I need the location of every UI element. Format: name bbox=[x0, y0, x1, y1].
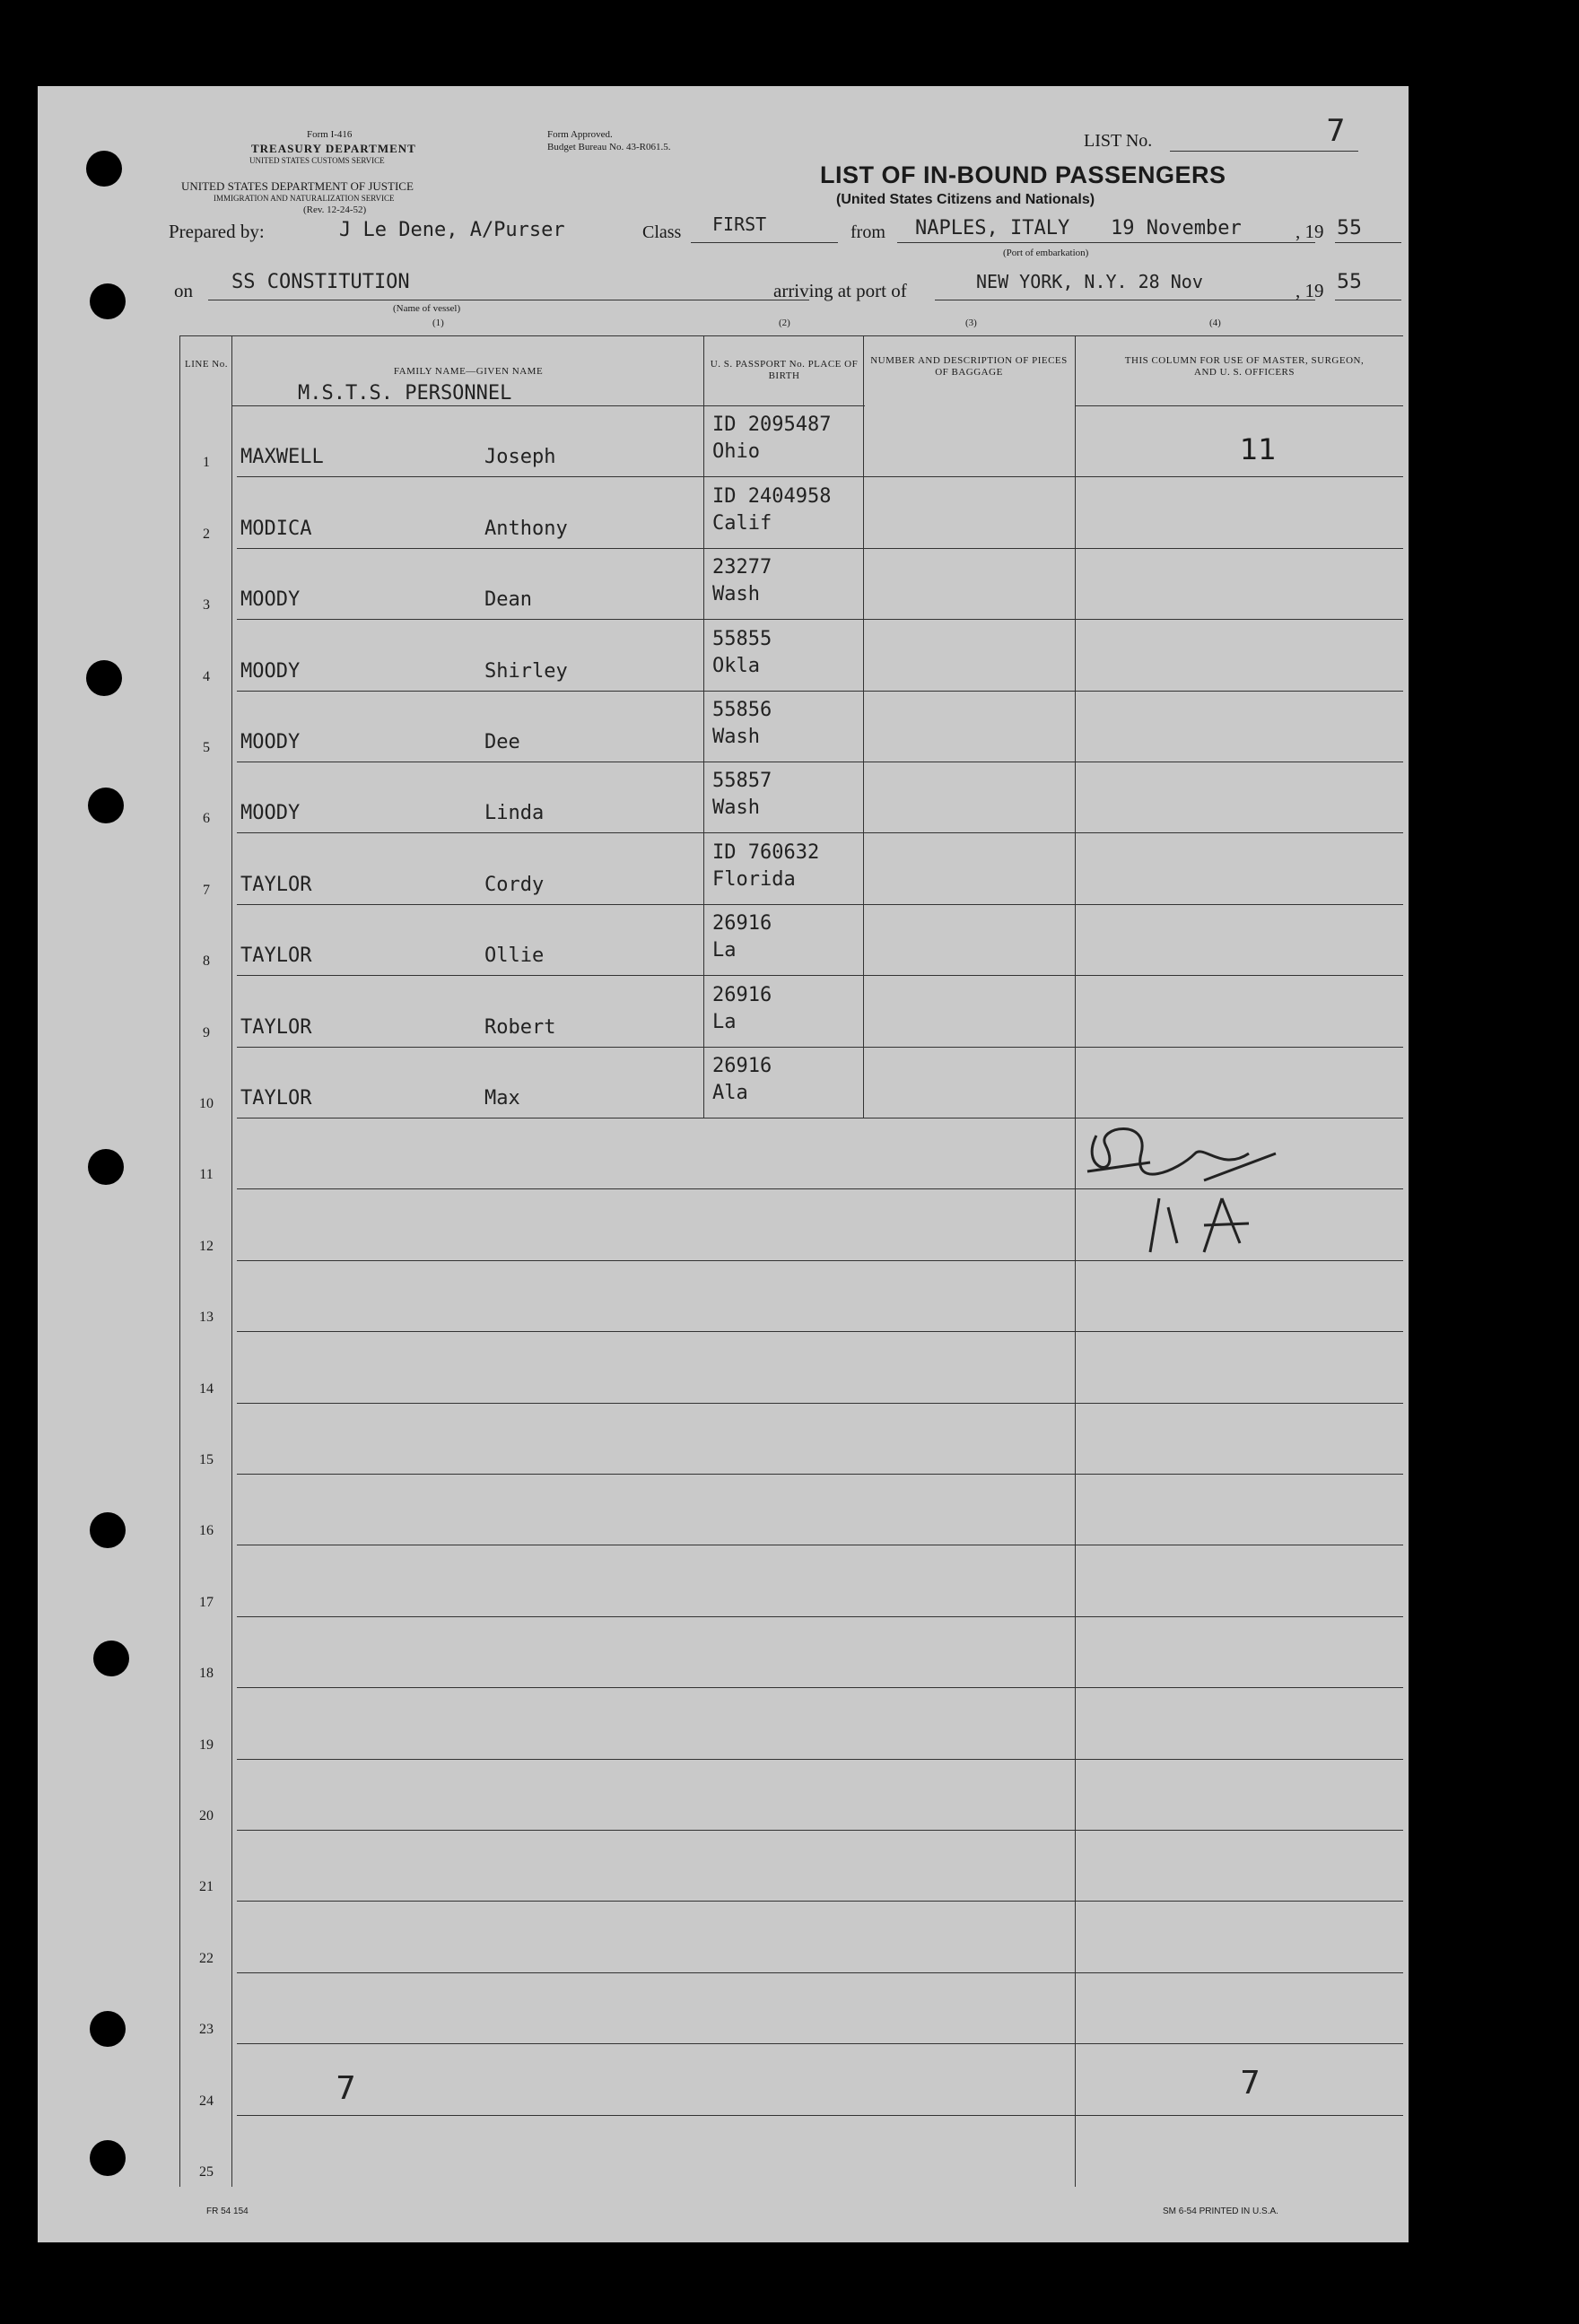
passport-number: ID 760632 bbox=[712, 840, 820, 864]
table-row-line bbox=[237, 1616, 1403, 1617]
line-number: 6 bbox=[203, 811, 210, 827]
line-number: 7 bbox=[203, 882, 210, 898]
arriving-label: arriving at port of bbox=[773, 280, 907, 301]
line-number: 23 bbox=[199, 2022, 214, 2038]
list-no-label: LIST No. bbox=[1084, 131, 1153, 151]
arrival-year-suffix: 55 bbox=[1337, 271, 1362, 293]
arrival-port-value: NEW YORK, N.Y. 28 Nov bbox=[976, 271, 1203, 292]
passport-number: 26916 bbox=[712, 912, 772, 936]
given-name: Joseph bbox=[484, 446, 556, 469]
table-row-line bbox=[237, 1830, 1403, 1831]
table-row-line bbox=[237, 2115, 1403, 2116]
given-name: Ollie bbox=[484, 944, 545, 968]
family-name: MOODY bbox=[240, 802, 301, 825]
customs-service: UNITED STATES CUSTOMS SERVICE bbox=[249, 156, 385, 165]
table-row-line bbox=[237, 904, 1403, 905]
passport-number: 55856 bbox=[712, 699, 772, 721]
passport-number: 26916 bbox=[712, 983, 772, 1006]
line-number: 24 bbox=[199, 2093, 214, 2109]
passport-number: ID 2095487 bbox=[712, 413, 832, 437]
list-no-value: 7 bbox=[1326, 113, 1346, 149]
column-number-4: (4) bbox=[1209, 318, 1221, 328]
table-row-line bbox=[237, 2043, 1403, 2044]
passport-number: 23277 bbox=[712, 556, 772, 579]
given-name: Dee bbox=[484, 731, 520, 753]
vessel-label: (Name of vessel) bbox=[393, 303, 461, 314]
table-row-line bbox=[237, 1972, 1403, 1973]
baggage-header: NUMBER AND DESCRIPTION OF PIECES OF BAGGAGE bbox=[870, 355, 1068, 378]
place-of-birth: Florida bbox=[712, 867, 796, 891]
passport-number: 55855 bbox=[712, 627, 772, 650]
family-name: MODICA bbox=[240, 517, 312, 540]
line-number: 12 bbox=[199, 1238, 214, 1254]
place-of-birth: Calif bbox=[712, 511, 772, 535]
passport-number: 26916 bbox=[712, 1055, 772, 1077]
given-name: Anthony bbox=[484, 517, 568, 540]
punch-hole bbox=[90, 283, 126, 319]
line-number: 18 bbox=[199, 1666, 214, 1682]
line-number: 1 bbox=[203, 455, 210, 471]
budget-bureau: Budget Bureau No. 43-R061.5. bbox=[547, 142, 671, 152]
place-of-birth: Wash bbox=[712, 583, 760, 606]
officers-header: THIS COLUMN FOR USE OF MASTER, SURGEON, AND U. S. OFFICERS bbox=[1124, 355, 1365, 378]
prepared-by-label: Prepared by: bbox=[169, 221, 265, 242]
total-right: 7 bbox=[1240, 2065, 1261, 2102]
officer-signature bbox=[1069, 1118, 1357, 1351]
group-label: M.S.T.S. PERSONNEL bbox=[298, 382, 512, 405]
line-no-header: LINE No. bbox=[185, 359, 228, 370]
column-number-3: (3) bbox=[965, 318, 977, 328]
given-name: Shirley bbox=[484, 659, 568, 683]
from-year-prefix: , 19 bbox=[1295, 221, 1324, 242]
line-number: 21 bbox=[199, 1879, 214, 1895]
line-number: 5 bbox=[203, 740, 210, 755]
family-name: TAYLOR bbox=[240, 944, 312, 968]
line-number: 8 bbox=[203, 953, 210, 970]
class-value: FIRST bbox=[712, 213, 767, 235]
passport-number: 55857 bbox=[712, 770, 772, 793]
line-number: 15 bbox=[199, 1452, 214, 1467]
officer-note-row1: 11 bbox=[1240, 432, 1277, 466]
family-name: MOODY bbox=[240, 731, 301, 753]
line-number: 25 bbox=[199, 2164, 214, 2180]
punch-hole bbox=[86, 660, 122, 696]
family-name: MAXWELL bbox=[240, 446, 324, 469]
name-header: FAMILY NAME—GIVEN NAME bbox=[393, 366, 544, 377]
line-number: 10 bbox=[199, 1096, 214, 1111]
from-year-suffix: 55 bbox=[1337, 217, 1362, 239]
family-name: TAYLOR bbox=[240, 873, 312, 896]
place-of-birth: Ala bbox=[712, 1082, 748, 1104]
punch-hole bbox=[88, 1149, 124, 1185]
form-approved: Form Approved. bbox=[547, 129, 613, 140]
punch-hole bbox=[90, 2140, 126, 2176]
punch-hole bbox=[88, 788, 124, 823]
line-number: 2 bbox=[203, 526, 210, 542]
given-name: Linda bbox=[484, 802, 545, 825]
table-row-line bbox=[237, 548, 1403, 549]
page-title: LIST OF IN-BOUND PASSENGERS bbox=[820, 161, 1226, 188]
justice-department: UNITED STATES DEPARTMENT OF JUSTICE bbox=[181, 179, 414, 193]
table-row-line bbox=[237, 1759, 1403, 1760]
place-of-birth: Ohio bbox=[712, 440, 760, 464]
family-name: MOODY bbox=[240, 659, 301, 683]
from-date-value: 19 November bbox=[1111, 217, 1242, 239]
line-number: 3 bbox=[203, 597, 210, 614]
column-number-1: (1) bbox=[432, 318, 444, 328]
line-number: 4 bbox=[203, 668, 210, 684]
column-number-2: (2) bbox=[779, 318, 790, 328]
table-row-line bbox=[237, 1687, 1403, 1688]
on-label: on bbox=[174, 280, 193, 301]
family-name: MOODY bbox=[240, 588, 301, 612]
family-name: TAYLOR bbox=[240, 1087, 312, 1110]
table-row-line bbox=[237, 619, 1403, 620]
line-number: 22 bbox=[199, 1950, 214, 1966]
treasury-department: TREASURY DEPARTMENT bbox=[251, 142, 416, 155]
from-label: from bbox=[851, 222, 885, 242]
given-name: Cordy bbox=[484, 873, 545, 896]
place-of-birth: Okla bbox=[712, 654, 760, 677]
given-name: Max bbox=[484, 1087, 520, 1110]
footer-right-code: SM 6-54 PRINTED IN U.S.A. bbox=[1163, 2206, 1278, 2216]
given-name: Dean bbox=[484, 588, 532, 612]
line-number: 13 bbox=[199, 1310, 214, 1326]
from-port-value: NAPLES, ITALY bbox=[915, 217, 1070, 239]
line-number: 17 bbox=[199, 1594, 214, 1610]
line-number: 19 bbox=[199, 1736, 214, 1753]
punch-hole bbox=[86, 151, 122, 187]
line-number: 9 bbox=[203, 1024, 210, 1040]
line-number: 14 bbox=[199, 1380, 214, 1397]
arrival-year-prefix: , 19 bbox=[1295, 280, 1324, 301]
family-name: TAYLOR bbox=[240, 1015, 312, 1039]
port-of-embarkation-label: (Port of embarkation) bbox=[1003, 248, 1089, 258]
table-row-line bbox=[237, 1403, 1403, 1404]
prepared-by-value: J Le Dene, A/Purser bbox=[339, 219, 565, 241]
table-row-line bbox=[237, 975, 1403, 976]
table-row-line bbox=[237, 1474, 1403, 1475]
line-number: 11 bbox=[199, 1167, 214, 1183]
passport-number: ID 2404958 bbox=[712, 484, 832, 508]
vessel-value: SS CONSTITUTION bbox=[231, 271, 410, 293]
line-number: 16 bbox=[199, 1523, 214, 1539]
line-number: 20 bbox=[199, 1808, 214, 1824]
punch-hole bbox=[93, 1641, 129, 1676]
table-row-line bbox=[237, 691, 1403, 692]
form-number: Form I-416 bbox=[307, 129, 353, 140]
place-of-birth: La bbox=[712, 1010, 737, 1033]
punch-hole bbox=[90, 1512, 126, 1548]
table-row-line bbox=[237, 1047, 1403, 1048]
table-row-line bbox=[237, 476, 1403, 477]
footer-left-code: FR 54 154 bbox=[206, 2206, 249, 2216]
total-left: 7 bbox=[336, 2070, 356, 2107]
punch-hole bbox=[90, 2011, 126, 2047]
table-row-line bbox=[237, 1901, 1403, 1902]
manifest-page bbox=[38, 86, 1409, 2242]
table-row-line bbox=[237, 832, 1403, 833]
class-label: Class bbox=[642, 222, 682, 242]
place-of-birth: Wash bbox=[712, 726, 760, 748]
given-name: Robert bbox=[484, 1015, 556, 1039]
passport-header: U. S. PASSPORT No. PLACE OF BIRTH bbox=[710, 359, 859, 381]
page-subtitle: (United States Citizens and Nationals) bbox=[836, 192, 1095, 207]
form-revision: (Rev. 12-24-52) bbox=[303, 205, 367, 215]
place-of-birth: La bbox=[712, 939, 737, 962]
immigration-service: IMMIGRATION AND NATURALIZATION SERVICE bbox=[214, 194, 395, 203]
place-of-birth: Wash bbox=[712, 796, 760, 820]
